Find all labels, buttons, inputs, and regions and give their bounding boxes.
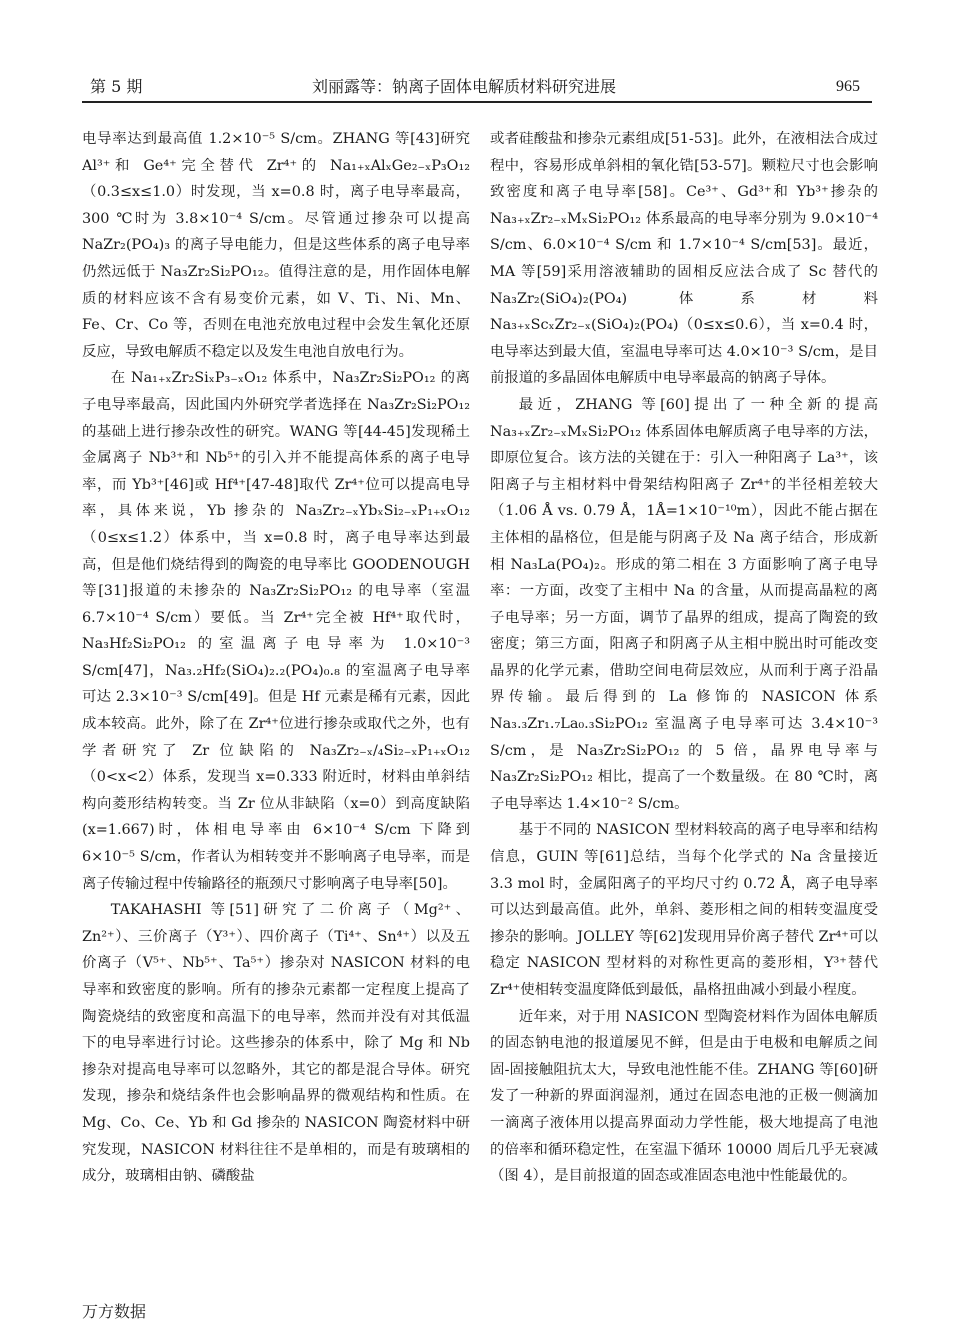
paragraph: 近年来，对于用 NASICON 型陶瓷材料作为固体电解质的固态钠电池的报道屡见不鲜，但是由于电极和电解质之间固-固接触阻抗太大，导致电池性能不佳。ZHANG 等[60]研发了一种新的界面润湿剂，通过在固态电池的正极一侧滴加一滴离子液体用以提高界面动力学性能，极大地提高了电池的倍率和循环稳定性，在室温下循环 10000 周后几乎无衰减（图 4），是目前报道的固态或准固态电池中性能最优的。 xyxy=(490,1008,878,1185)
paragraph: 电导率达到最高值 1.2×10⁻⁵ S/cm。ZHANG 等[43]研究 Al³⁺和 Ge⁴⁺完全替代 Zr⁴⁺的 Na₁₊ₓAlₓGe₂₋ₓP₃O₁₂（0.3≤x≤1.0）时发现，当 x=0.8 时，离子电导率最高，300 ℃时为 3.8×10⁻⁴ S/cm。尽管通过掺杂可以提高 NaZr₂(PO₄)₃ 的离子导电能力，但是这些体系的离子电导率仍然远低于 Na₃Zr₂Si₂PO₁₂。值得注意的是，用作固体电解质的材料应该不含有易变价元素，如 V、Ti、Ni、Mn、Fe、Cr、Co 等，否则在电池充放电过程中会发生氧化还原反应，导致电解质不稳定以及发生电池自放电行为。 xyxy=(82,131,470,360)
paragraph: 在 Na₁₊ₓZr₂SiₓP₃₋ₓO₁₂ 体系中，Na₃Zr₂Si₂PO₁₂ 的离子电导率最高，因此国内外研究学者选择在 Na₃Zr₂Si₂PO₁₂ 的基础上进行掺杂改性的研究。WANG 等[44-45]发现稀土金属离子 Nb³⁺和 Nb⁵⁺的引入并不能提高体系的离子电导率，而 Yb³⁺[46]或 Hf⁴⁺[47-48]取代 Zr⁴⁺位可以提高电导率，具体来说，Yb 掺杂的 Na₃Zr₂₋ₓYbₓSi₂₋ₓP₁₊ₓO₁₂（0≤x≤1.2）体系中，当 x=0.8 时，离子电导率达到最高，但是他们烧结得到的陶瓷的电导率比 GOODENOUGH 等[31]报道的未掺杂的 Na₃Zr₂Si₂PO₁₂ 的电导率（室温 6.7×10⁻⁴ S/cm）要低。当 Zr⁴⁺完全被 Hf⁴⁺取代时，Na₃Hf₂Si₂PO₁₂ 的室温离子电导率为 1.0×10⁻³ S/cm[47]，Na₃.₂Hf₂(SiO₄)₂.₂(PO₄)₀.₈ 的室温离子电导率可达 2.3×10⁻³ S/cm[49]。但是 Hf 元素是稀有元素，因此成本较高。此外，除了在 Zr⁴⁺位进行掺杂或取代之外，也有学者研究了 Zr 位缺陷的 Na₃Zr₂₋ₓ/₄Si₂₋ₓP₁₊ₓO₁₂（0<x<2）体系，发现当 x=0.333 附近时，材料由单斜结构向菱形结构转变。当 Zr 位从非缺陷（x=0）到高度缺陷(x=1.667)时，体相电导率由 6×10⁻⁴ S/cm 下降到 6×10⁻⁵ S/cm，作者认为相转变并不影响离子电导率，而是离子传输过程中传输路径的瓶颈尺寸影响离子电导率[50]。 xyxy=(82,370,470,892)
watermark-footer: 万方数据 xyxy=(82,1302,147,1321)
running-title: 刘丽露等：钠离子固体电解质材料研究进展 xyxy=(312,77,617,96)
issue-label: 第 5 期 xyxy=(90,77,143,96)
paragraph: TAKAHASHI 等[51]研究了二价离子（Mg²⁺、Zn²⁺）、三价离子（Y³⁺）、四价离子（Ti⁴⁺、Sn⁴⁺）以及五价离子（V⁵⁺、Nb⁵⁺、Ta⁵⁺）掺杂对 NASICON 材料的电导率和致密度的影响。所有的掺杂元素都一定程度上提高了陶瓷烧结的致密度和高温下的电导率，然而并没有对其低温下的电导率进行讨论。这些掺杂的体系中，除了 Mg 和 Nb 掺杂对提高电导率可以忽略外，其它的都是混合导体。研究发现，掺杂和烧结条件也会影响晶界的微观结构和性质。在 Mg、Co、Ce、Yb 和 Gd 掺杂的 NASICON 陶瓷材料中研究发现，NASICON 材料往往不是单相的，而是有玻璃相的成分，玻璃相由钠、磷酸盐 xyxy=(82,902,470,1185)
paragraph: 或者硅酸盐和掺杂元素组成[51-53]。此外，在液相法合成过程中，容易形成单斜相的氧化锆[53-57]。颗粒尺寸也会影响致密度和离子电导率[58]。Ce³⁺、Gd³⁺和 Yb³⁺掺杂的 Na₃₊ₓZr₂₋ₓMₓSi₂PO₁₂ 体系最高的电导率分别为 9.0×10⁻⁴ S/cm、6.0×10⁻⁴ S/cm 和 1.7×10⁻⁴ S/cm[53]。最近，MA 等[59]采用溶液辅助的固相反应法合成了 Sc 替代的 Na₃Zr₂(SiO₄)₂(PO₄) 体系材料 Na₃₊ₓScₓZr₂₋ₓ(SiO₄)₂(PO₄)（0≤x≤0.6），当 x=0.4 时，电导率达到最大值，室温电导率可达 4.0×10⁻³ S/cm，是目前报道的多晶固体电解质中电导率最高的钠离子导体。 xyxy=(490,131,878,387)
paragraph: 最近，ZHANG 等[60]提出了一种全新的提高 Na₃₊ₓZr₂₋ₓMₓSi₂PO₁₂ 体系固体电解质离子电导率的方法，即原位复合。该方法的关键在于：引入一种阳离子 La³⁺，该阳离子与主相材料中骨架结构阳离子 Zr⁴⁺的半径相差较大（1.06 Å vs. 0.79 Å，1Å=1×10⁻¹⁰m），因此不能占据在主体相的晶格位，但是能与阴离子及 Na 离子结合，形成新相 Na₃La(PO₄)₂。形成的第二相在 3 方面影响了离子电导率：一方面，改变了主相中 Na 的含量，从而提高晶粒的离子电导率；另一方面，调节了晶界的组成，提高了陶瓷的致密度；第三方面，阳离子和阴离子从主相中脱出时可能改变晶界的化学元素，借助空间电荷层效应，从而利于离子沿晶界传输。最后得到的 La 修饰的 NASICON 体系 Na₃.₃Zr₁.₇La₀.₃Si₂PO₁₂ 室温离子电导率可达 3.4×10⁻³ S/cm，是 Na₃Zr₂Si₂PO₁₂ 的 5 倍，晶界电导率与 Na₃Zr₂Si₂PO₁₂ 相比，提高了一个数量级。在 80 ℃时，离子电导率达 1.4×10⁻² S/cm。 xyxy=(490,396,878,812)
left-column xyxy=(82,126,470,1190)
page-number: 965 xyxy=(836,78,860,95)
page-header xyxy=(80,74,870,100)
right-column xyxy=(490,126,878,1190)
paragraph: 基于不同的 NASICON 型材料较高的离子电导率和结构信息，GUIN 等[61]总结，当每个化学式的 Na 含量接近 3.3 mol 时，金属阳离子的平均尺寸约 0.72 Å，离子电导率可以达到最高值。此外，单斜、菱形相之间的相转变温度受掺杂的影响。JOLLEY 等[62]发现用异价离子替代 Zr⁴⁺可以稳定 NASICON 型材料的对称性更高的菱形相，Y³⁺替代 Zr⁴⁺使相转变温度降低到最低，晶格扭曲减小到最小程度。 xyxy=(490,822,878,998)
header-rule xyxy=(82,101,872,103)
